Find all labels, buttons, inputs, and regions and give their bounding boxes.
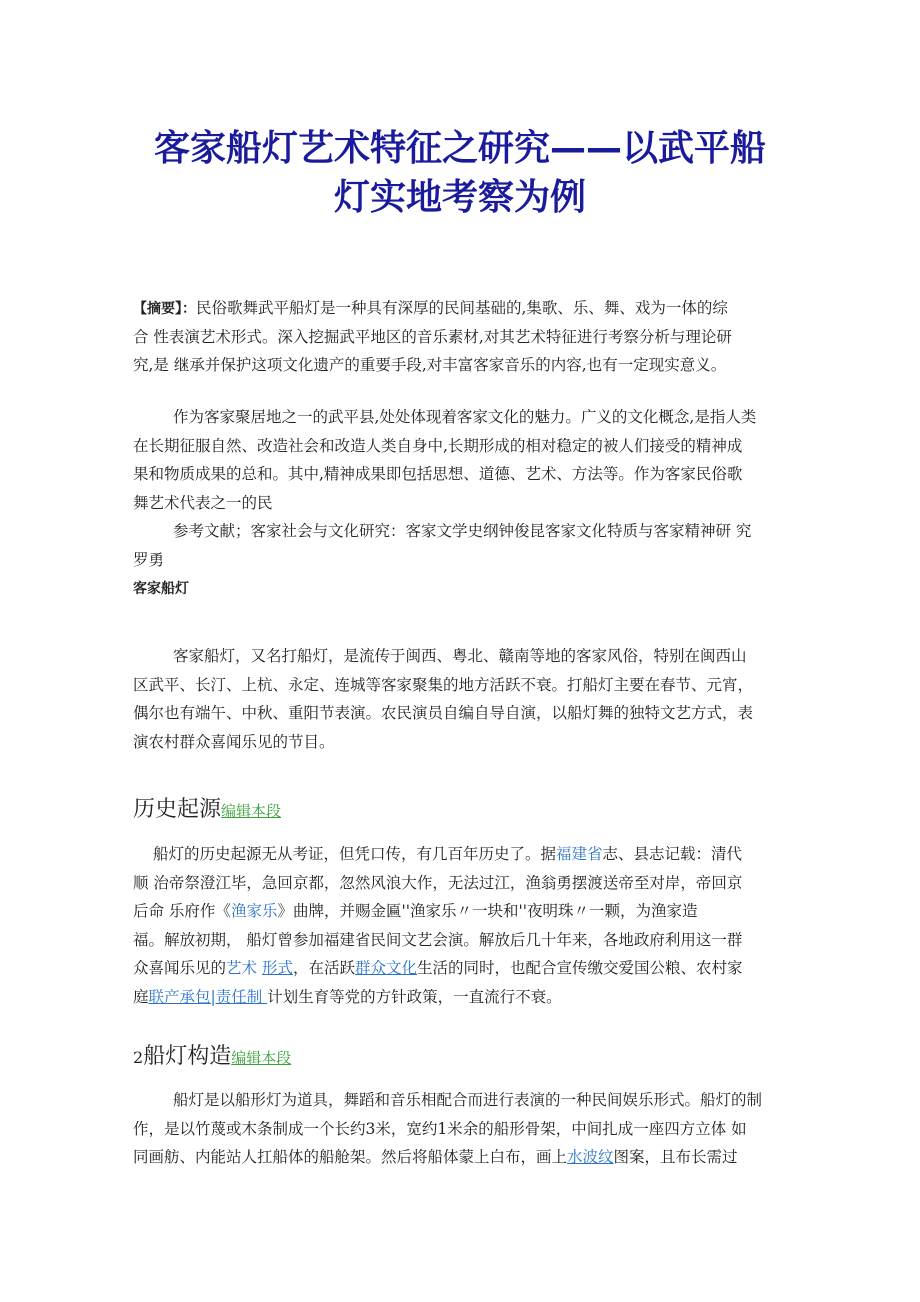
text-line: 船灯是以船形灯为道具，舞蹈和音乐相配合而进行表演的一种民间娱乐形式。船灯的制: [173, 1091, 763, 1109]
text-line: 客家船灯，又名打船灯，是流传于闽西、粤北、赣南等地的客家风俗，特别在闽西山: [173, 647, 747, 665]
text-line: 果和物质成果的总和。其中,精神成果即包括思想、道德、艺术、方法等。作为客家民俗歌: [133, 465, 743, 483]
link-yujiale[interactable]: 渔家乐: [230, 902, 278, 920]
text-line: 偶尔也有端午、中秋、重阳节表演。农民演员自编自导自演，以船灯舞的独特文艺方式，表: [133, 704, 754, 722]
text: 计划生育等党的方针政策，一直流行不衰。: [267, 987, 562, 1006]
section-title: 历史起源: [133, 797, 222, 822]
link-art[interactable]: 艺术: [226, 959, 258, 977]
abstract-label: 【摘要】：: [133, 301, 196, 317]
link-responsibility-system[interactable]: 联产承包|责任制: [148, 987, 268, 1006]
text-line: 在长期征服自然、改造社会和改造人类自身中,长期形成的相对稳定的被人们接受的精神成: [133, 436, 743, 455]
text: 船灯的历史起源无从考证，但凭口传，有几百年历史了。据: [153, 845, 557, 863]
section-heading-history: [133, 795, 813, 826]
text: 志、县志记载：清代: [602, 845, 743, 863]
link-form[interactable]: 形式: [261, 959, 293, 977]
text: 图案，且布长需过: [613, 1148, 738, 1166]
intro-paragraph: [133, 403, 813, 574]
document-title: [0, 124, 920, 222]
edit-section-link[interactable]: 编辑本段: [221, 802, 282, 820]
link-fujian[interactable]: 福建省: [556, 845, 603, 863]
text: 同画舫、内能站人扛船体的船舱架。然后将船体蒙上白布，画上: [133, 1148, 568, 1166]
section-heading-structure: [133, 1042, 813, 1073]
subheading: 客家船灯: [133, 581, 189, 597]
text-line: 顺 治帝祭澄江毕，急回京都，忽然风浪大作，无法过江，渔翁勇摆渡送帝至对岸，帝回京: [133, 873, 743, 892]
text-line: 合 性表演艺术形式。深入挖掘武平地区的音乐素材,对其艺术特征进行考察分析与理论研: [133, 327, 732, 346]
text-line: 作为客家聚居地之一的武平县,处处体现着客家文化的魅力。广义的文化概念,是指人类: [173, 408, 757, 426]
text: 生活的同时，也配合宣传缴交爱国公粮、农村家: [417, 959, 743, 977]
edit-section-link[interactable]: 编辑本段: [231, 1049, 292, 1067]
text-line: 究,是 继承并保护这项文化遗产的重要手段,对丰富客家音乐的内容,也有一定现实意义。: [133, 356, 727, 374]
section-number: 2: [133, 1048, 144, 1067]
text-line: 作，是以竹蔑或木条制成一个长约3米，宽约1米余的船形骨架，中间扎成一座四方立体 如: [133, 1119, 747, 1138]
text: 庭: [133, 987, 149, 1006]
references-line: 罗勇: [133, 550, 165, 569]
text-line: 区武平、长汀、上杭、永定、连城等客家聚集的地方活跃不衰。打船灯主要在春节、元宵，: [133, 675, 754, 694]
text: 后命 乐府作《: [133, 902, 231, 920]
references-line: 参考文献；客家社会与文化研究：客家文学史纲钟俊昆客家文化特质与客家精神研 究: [173, 522, 752, 540]
text-line: 舞艺术代表之一的民: [133, 493, 273, 512]
link-mass-culture[interactable]: 群众文化: [355, 959, 418, 977]
overview-paragraph: [133, 642, 813, 756]
title-line: 灯实地考察为例: [333, 177, 586, 218]
text-line: 福。解放初期， 船灯曾参加福建省民间文艺会演。解放后几十年来，各地政府利用这一群: [133, 930, 743, 949]
text: 众喜闻乐见的: [133, 959, 227, 977]
text: ，在活跃: [292, 959, 355, 977]
abstract: [133, 294, 813, 380]
link-water-pattern[interactable]: 水波纹: [567, 1148, 614, 1166]
text-line: 民俗歌舞武平船灯是一种具有深厚的民间基础的,集歌、乐、舞、戏为一体的综: [196, 299, 728, 317]
title-line: 客家船灯艺术特征之研究——以武平船: [153, 128, 766, 169]
text: 》曲牌，并赐金匾''渔家乐〃一块和''夜明珠〃一颗，为渔家造: [277, 902, 698, 920]
history-paragraph: [133, 840, 813, 1011]
text-line: 演农村群众喜闻乐见的节目。: [133, 732, 335, 751]
section-title: 船灯构造: [143, 1044, 232, 1069]
structure-paragraph: [133, 1086, 813, 1172]
